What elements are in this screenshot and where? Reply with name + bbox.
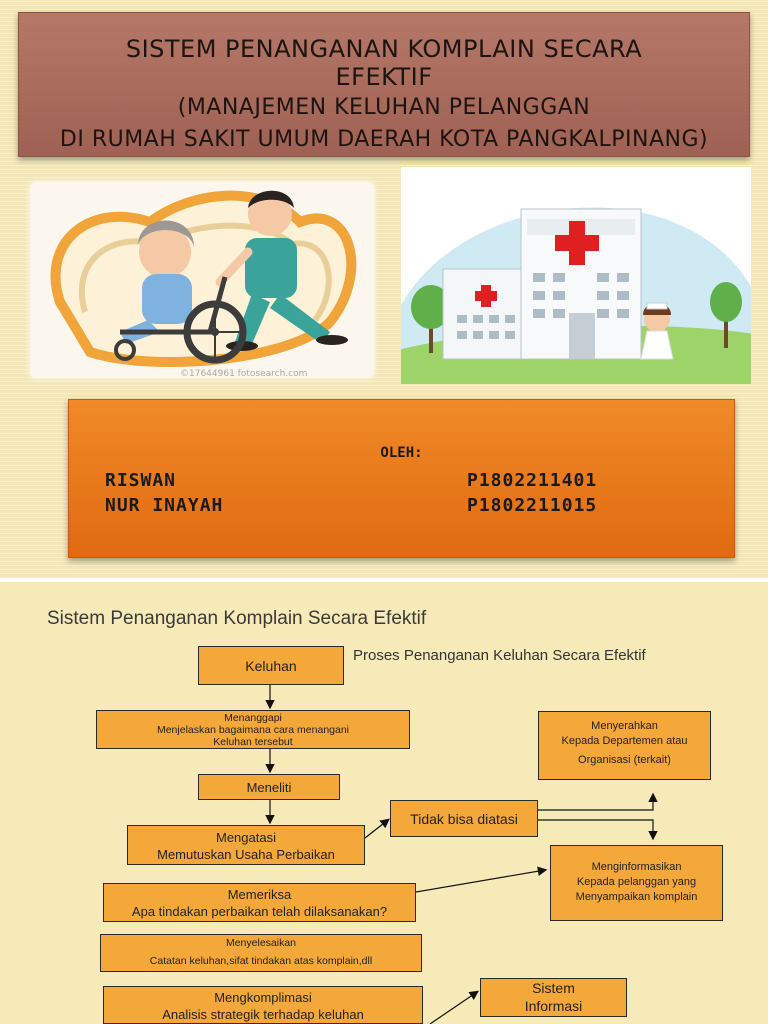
connector-arrow xyxy=(365,820,388,838)
box-label: Apa tindakan perbaikan telah dilaksanakan? xyxy=(131,904,388,919)
author-name: RISWAN xyxy=(105,470,177,491)
image-caption: ©17644961 fotosearch.com xyxy=(180,369,308,378)
slide-title-text: Sistem Penanganan Komplain Secara Efektif xyxy=(47,608,427,629)
box-label: Menyerahkan xyxy=(591,720,658,732)
box-label: Kepada Departemen atau xyxy=(561,735,688,747)
title-line-1: SISTEM PENANGANAN KOMPLAIN SECARA xyxy=(125,35,643,63)
box-label: Tidak bisa diatasi xyxy=(410,811,518,827)
oleh-label: OLEH: xyxy=(380,445,423,461)
box-label: Kepada pelanggan yang xyxy=(576,876,697,888)
box-label: Keluhan tersebut xyxy=(213,736,293,748)
box-label: Memeriksa xyxy=(227,887,292,902)
nurse-wheelchair-illustration xyxy=(30,182,374,378)
connector-arrow xyxy=(430,992,477,1024)
box-label: Menyampaikan komplain xyxy=(575,891,698,903)
box-label: Informasi xyxy=(524,998,583,1014)
box-label: Menanggapi xyxy=(224,712,282,724)
flowchart-subtitle: Proses Penanganan Keluhan Secara Efektif xyxy=(353,647,646,664)
title-banner xyxy=(18,12,750,157)
box-label: Menjelaskan bagaimana cara menangani xyxy=(156,724,350,736)
connector-arrow xyxy=(538,795,653,810)
title-line-3: (MANAJEMEN KELUHAN PELANGGAN xyxy=(177,95,591,120)
connector-arrow xyxy=(416,870,545,892)
box-label: Analisis strategik terhadap keluhan xyxy=(162,1007,364,1022)
box-label: Organisasi (terkait) xyxy=(578,754,671,766)
title-line-2: EFEKTIF xyxy=(335,63,433,91)
box-label: Menyelesaikan xyxy=(225,937,297,949)
author-nim: P1802211401 xyxy=(467,470,598,491)
box-label: Catatan keluhan,sifat tindakan atas komplain,dll xyxy=(149,955,373,967)
box-label: Sistem xyxy=(532,980,575,996)
box-label: Meneliti xyxy=(246,780,292,795)
hospital-illustration xyxy=(401,167,751,384)
box-label: Mengatasi xyxy=(216,830,276,845)
box-label: Menginformasikan xyxy=(591,861,682,873)
connector-arrow xyxy=(538,820,653,838)
author-name: NUR INAYAH xyxy=(105,495,224,516)
box-label: Mengkomplimasi xyxy=(214,990,312,1005)
author-nim: P1802211015 xyxy=(467,495,598,516)
box-label: Keluhan xyxy=(245,658,297,674)
box-label: Memutuskan Usaha Perbaikan xyxy=(157,847,335,862)
flowchart-connectors xyxy=(0,582,768,1024)
title-line-4: DI RUMAH SAKIT UMUM DAERAH KOTA PANGKALPINANG) xyxy=(59,127,709,152)
author-panel xyxy=(68,399,735,558)
